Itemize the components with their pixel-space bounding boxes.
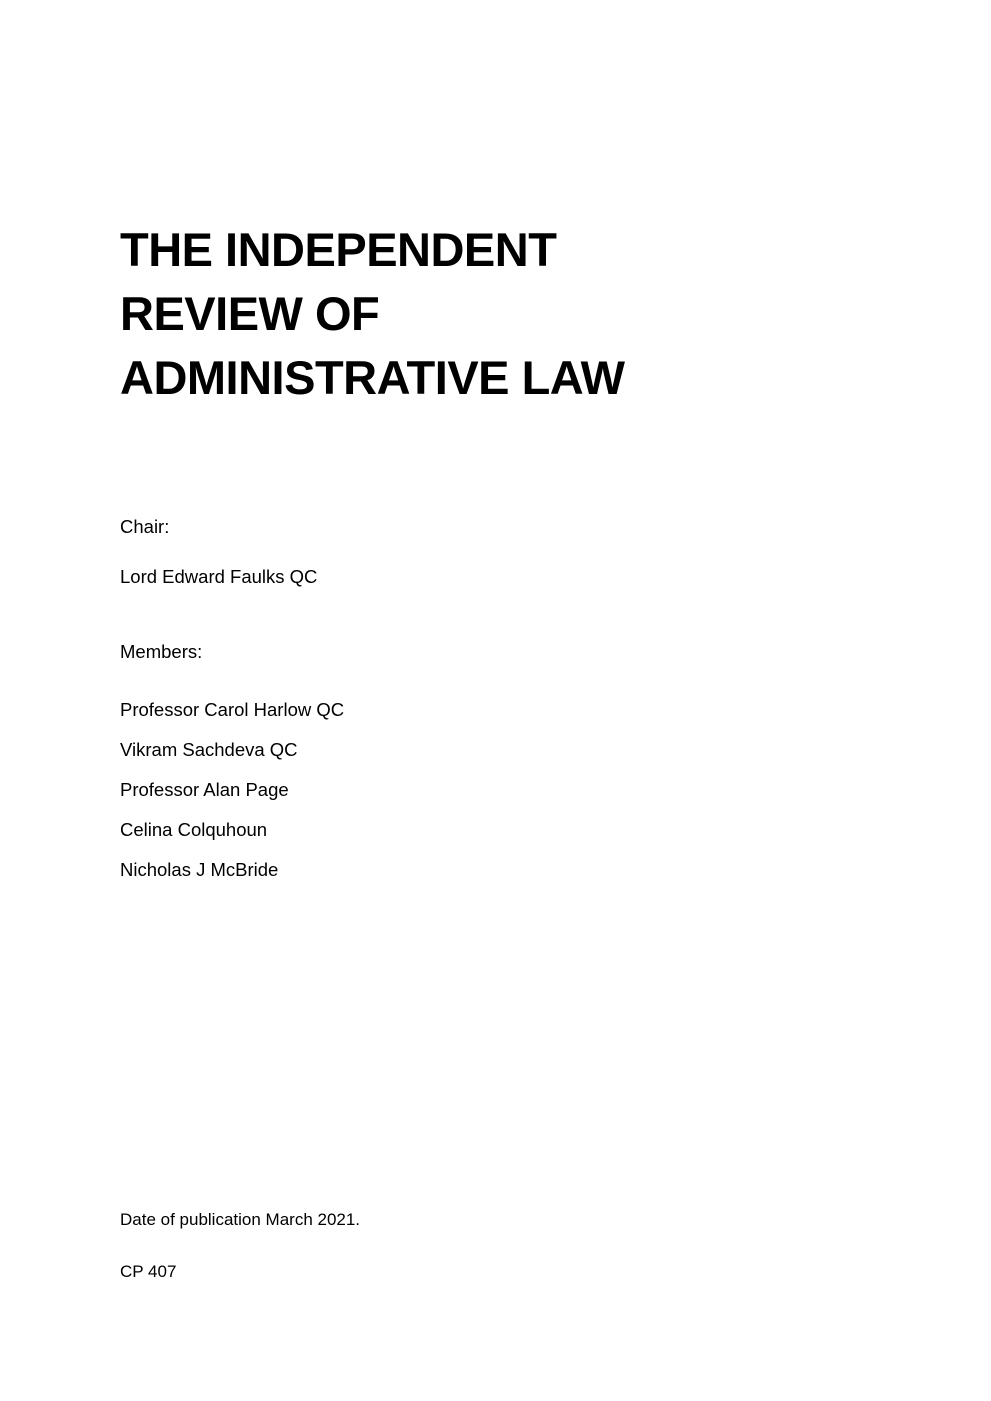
members-label: Members: (120, 641, 203, 662)
title-line-1: THE INDEPENDENT (120, 223, 557, 276)
page-content (120, 0, 880, 1401)
chair-name: Lord Edward Faulks QC (120, 566, 318, 587)
member-name: Celina Colquhoun (120, 819, 268, 840)
member-name: Vikram Sachdeva QC (120, 739, 298, 760)
chair-label: Chair: (120, 516, 170, 537)
publication-details (120, 1208, 820, 1284)
publication-date: Date of publication March 2021. (120, 1210, 361, 1229)
member-name: Professor Carol Harlow QC (120, 699, 345, 720)
title-line-3: ADMINISTRATIVE LAW (120, 351, 625, 404)
page-title (120, 218, 820, 410)
chair-section (120, 515, 820, 589)
members-section (120, 640, 820, 890)
member-name: Professor Alan Page (120, 779, 289, 800)
title-line-2: REVIEW OF (120, 287, 380, 340)
member-name: Nicholas J McBride (120, 859, 279, 880)
publication-reference: CP 407 (120, 1262, 177, 1281)
